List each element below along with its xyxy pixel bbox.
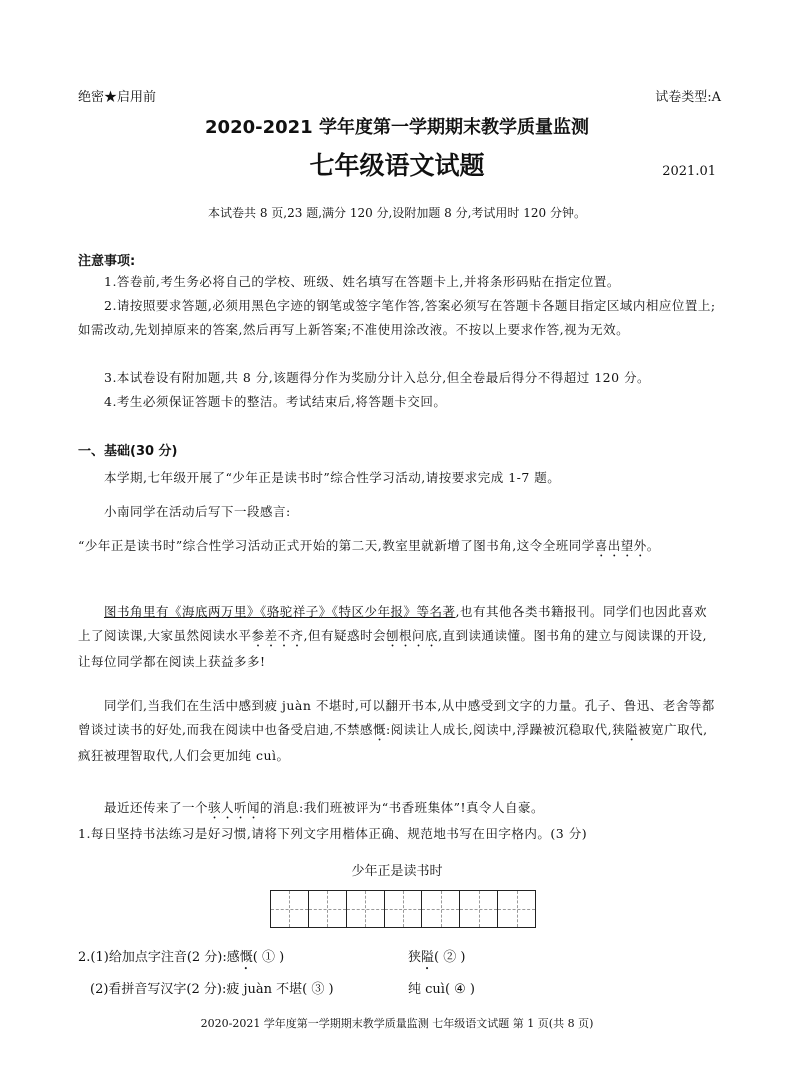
q2-1-dotted-char-2: 隘 — [421, 950, 435, 965]
passage-paragraph-1 — [78, 534, 718, 560]
tianzige-grid — [270, 890, 536, 928]
question-2-part-2 — [90, 978, 334, 997]
question-2-part-1-word-2 — [408, 946, 465, 973]
p3-dotted-char-2: 隘 — [625, 722, 639, 737]
grid-cell — [347, 891, 385, 927]
subject-title: 七年级语文试题 — [309, 151, 485, 180]
notice-item-4: 4.考生必须保证答题卡的整洁。考试结束后,将答题卡交回。 — [104, 394, 447, 409]
p2-text-c: ,直到读通读懂。图书角的建立与阅读课的开设,让每位同学都在阅读上获益多多! — [78, 628, 707, 669]
paper-type-label: 试卷类型:A — [655, 90, 721, 105]
p3-dotted-char-1: 慨 — [372, 722, 386, 737]
p3-text-b: :阅读让人成长,阅读中,浮躁被沉稳取代,狭 — [385, 722, 626, 737]
passage-paragraph-3 — [78, 694, 718, 768]
q2-1-blank-2: ( ② ) — [434, 950, 466, 965]
passage-paragraph-4 — [78, 796, 718, 822]
p2-underlined-sentence: 图书角里有《海底两万里》《骆驼祥子》《特区少年报》等名著 — [104, 604, 456, 619]
secret-label: 绝密★启用前 — [78, 90, 157, 105]
p2-dotted-word-2: 刨根问底 — [385, 628, 438, 643]
calligraphy-phrase: 少年正是读书时 — [351, 864, 443, 879]
passage-paragraph-2 — [78, 600, 718, 674]
p3-text-a: 同学们,当我们在生活中感到疲 juàn 不堪时,可以翻开书本,从中感受到文字的力量。孔子、鲁迅、老舍等都曾谈过读书的好处,而我在阅读中也备受启迪,不禁感 — [78, 698, 715, 737]
p1-end: 。 — [646, 538, 660, 553]
p1-dotted-word: 喜出望外 — [594, 538, 647, 553]
grid-cell — [422, 891, 460, 927]
question-2-part-1 — [78, 946, 284, 973]
grid-cell — [309, 891, 347, 927]
p3-text-c: 被宽广取代,疯狂被理智取代,人们会更加纯 cuì。 — [78, 722, 708, 763]
q2-2-blank-2: ④ ) — [450, 982, 476, 997]
exam-date: 2021.01 — [662, 164, 716, 179]
p4-text-a: 最近还传来了一个 — [104, 800, 209, 815]
grid-cell — [385, 891, 423, 927]
q2-2-label: (2)看拼音写汉字(2 分):疲 juàn 不堪( — [90, 982, 308, 997]
grid-cell — [498, 891, 535, 927]
p2-text-a: ,也有其他各类书籍报刊。同学们也因此喜欢上了阅读课,大家虽然阅读水平 — [78, 604, 707, 643]
q2-2-word-2: 纯 cuì( — [408, 982, 451, 997]
p4-dotted-word: 骇人听闻 — [208, 800, 261, 815]
page-footer: 2020-2021 学年度第一学期期末教学质量监测 七年级语文试题 第 1 页(共 8 页) — [200, 1017, 594, 1030]
notice-item-1: 1.答卷前,考生务必将自己的学校、班级、姓名填写在答题卡上,并将条形码贴在指定位置。 — [104, 274, 620, 289]
section-intro: 本学期,七年级开展了“少年正是读书时”综合性学习活动,请按要求完成 1-7 题。 — [104, 470, 561, 485]
q2-2-blank-1: ③ ) — [307, 982, 334, 997]
p2-dotted-word-1: 参差不齐 — [251, 628, 304, 643]
notice-item-2: 2.请按照要求答题,必须用黑色字迹的钢笔或签字笔作答,答案必须写在答题卡各题目指定区域内相应位置上;如需改动,先划掉原来的答案,然后再写上新答案;不准使用涂改液。不按以上要求作答,视为无效。 — [78, 298, 716, 337]
notice-heading: 注意事项: — [78, 254, 136, 269]
exam-info: 本试卷共 8 页,23 题,满分 120 分,设附加题 8 分,考试用时 120 分钟。 — [208, 206, 586, 220]
exam-title: 2020-2021 学年度第一学期期末教学质量监测 — [205, 117, 589, 138]
question-2-part-2-word-2 — [408, 978, 475, 997]
q2-1-label: 2.(1)给加点字注音(2 分):感 — [78, 950, 240, 965]
p2-text-b: ,但有疑惑时会 — [303, 628, 386, 643]
section-lead: 小南同学在活动后写下一段感言: — [104, 504, 291, 519]
grid-cell — [460, 891, 498, 927]
notice-item-3: 3.本试卷设有附加题,共 8 分,该题得分作为奖励分计入总分,但全卷最后得分不得超过 120 分。 — [104, 370, 651, 385]
q2-1-dotted-char-1: 慨 — [239, 950, 253, 965]
q2-1-blank-1: ( ① ) — [252, 950, 285, 965]
p4-text-b: 的消息:我们班被评为“书香班集体”!真令人自豪。 — [260, 800, 545, 815]
p1-text: “少年正是读书时”综合性学习活动正式开始的第二天,教室里就新增了图书角,这令全班同学 — [78, 538, 595, 553]
grid-cell — [271, 891, 309, 927]
question-1: 1.每日坚持书法练习是好习惯,请将下列文字用楷体正确、规范地书写在田字格内。(3 分) — [78, 826, 588, 841]
q2-1-word-2: 狭 — [408, 950, 422, 965]
section-heading: 一、基础(30 分) — [78, 444, 178, 459]
